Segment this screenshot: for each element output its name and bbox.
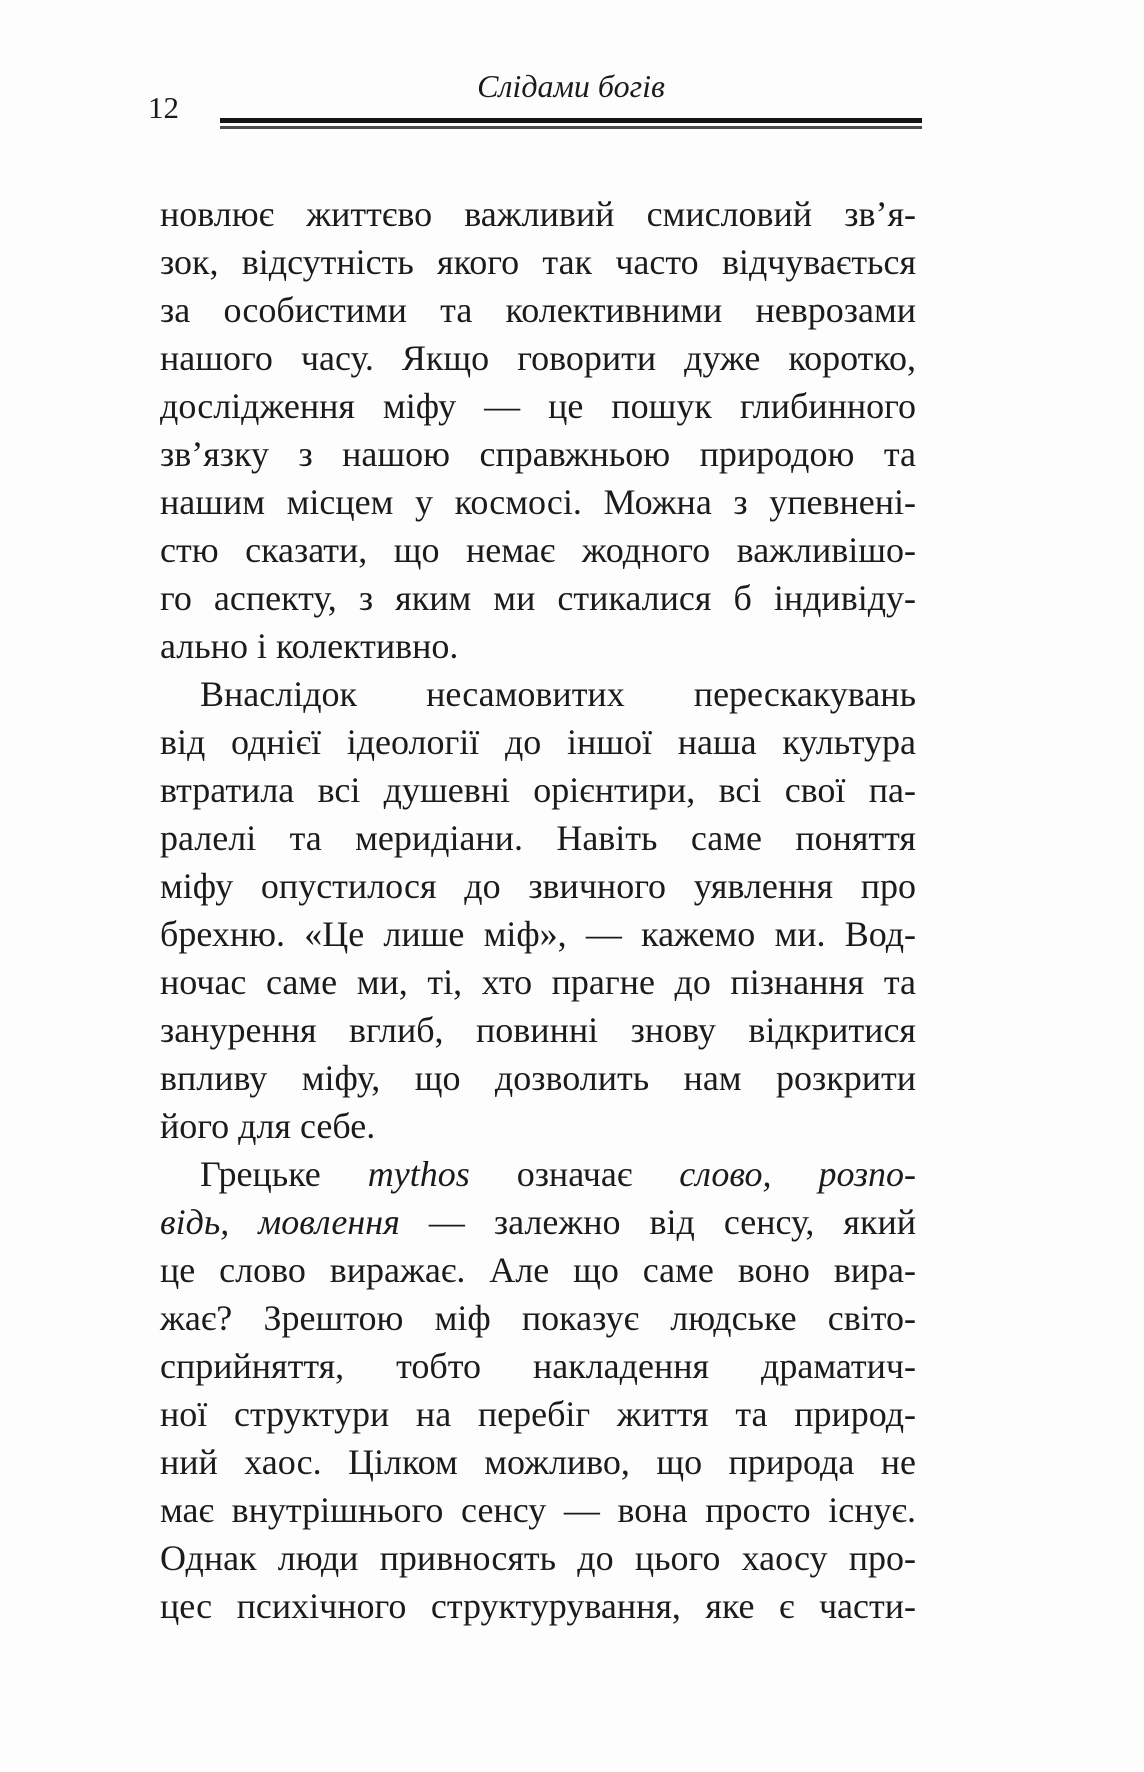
text-line — [160, 1486, 916, 1534]
paragraph — [160, 670, 916, 1150]
text-line — [160, 1150, 916, 1198]
text-line — [160, 238, 916, 286]
text-segment: має внутрішнього сенсу — вона просто існує. — [160, 1490, 916, 1530]
text-segment: це слово виражає. Але що саме воно вира- — [160, 1250, 916, 1290]
text-line — [160, 814, 916, 862]
text-segment: від однієї ідеології до іншої наша культура — [160, 722, 916, 762]
text-line — [160, 1294, 916, 1342]
text-segment: ночас саме ми, ті, хто прагне до пізнання та — [160, 962, 916, 1002]
text-line — [160, 910, 916, 958]
text-segment: цес психічного структурування, яке є части- — [160, 1586, 916, 1626]
text-segment: Однак люди привносять до цього хаосу про- — [160, 1538, 916, 1578]
header-rule-top-line — [220, 118, 922, 123]
text-segment: нашого часу. Якщо говорити дуже коротко, — [160, 338, 916, 378]
text-line — [160, 1246, 916, 1294]
text-segment: ної структури на перебіг життя та природ- — [160, 1394, 916, 1434]
text-segment: занурення вглиб, повинні знову відкритися — [160, 1010, 916, 1050]
text-line — [160, 862, 916, 910]
text-line — [160, 670, 916, 718]
text-line — [160, 334, 916, 382]
text-line — [160, 958, 916, 1006]
text-segment: за особистими та колективними неврозами — [160, 290, 916, 330]
text-line — [160, 1342, 916, 1390]
text-segment: новлює життєво важливий смисловий зв’я- — [160, 194, 916, 234]
text-segment: втратила всі душевні орієнтири, всі свої па- — [160, 770, 916, 810]
text-line — [160, 1534, 916, 1582]
text-line — [160, 1102, 916, 1150]
text-line — [160, 1390, 916, 1438]
text-segment: дослідження міфу — це пошук глибинного — [160, 386, 916, 426]
paragraph — [160, 190, 916, 670]
text-segment: сприйняття, тобто накладення драматич- — [160, 1346, 916, 1386]
text-segment: зв’язку з нашою справжньою природою та — [160, 434, 916, 474]
italic-text: відь, мовлення — [160, 1202, 400, 1242]
text-block — [160, 190, 916, 1630]
text-line — [160, 1438, 916, 1486]
italic-text: mythos — [367, 1154, 470, 1194]
italic-text: слово, розпо- — [679, 1154, 917, 1194]
text-segment: ний хаос. Цілком можливо, що природа не — [160, 1442, 916, 1482]
text-line — [160, 1582, 916, 1630]
text-line — [160, 1198, 916, 1246]
text-line — [160, 718, 916, 766]
text-line — [160, 430, 916, 478]
text-segment: впливу міфу, що дозволить нам розкрити — [160, 1058, 916, 1098]
text-segment: нашим місцем у космосі. Можна з упевнені- — [160, 482, 916, 522]
text-line — [160, 478, 916, 526]
text-segment: го аспекту, з яким ми стикалися б індивіду- — [160, 578, 916, 618]
text-line — [160, 1006, 916, 1054]
text-segment: його для себе. — [160, 1106, 376, 1146]
text-line — [160, 622, 916, 670]
text-segment: жає? Зрештою міф показує людське світо- — [160, 1298, 916, 1338]
text-line — [160, 190, 916, 238]
header-rule — [220, 118, 922, 129]
text-segment: ально і колективно. — [160, 626, 459, 666]
text-segment: стю сказати, що немає жодного важливішо- — [160, 530, 916, 570]
page-number: 12 — [148, 90, 179, 125]
text-segment: міфу опустилося до звичного уявлення про — [160, 866, 916, 906]
text-line — [160, 382, 916, 430]
text-line — [160, 1054, 916, 1102]
text-line — [160, 286, 916, 334]
text-segment: Внаслідок несамовитих перескакувань — [200, 674, 916, 714]
text-segment: означає — [469, 1154, 680, 1194]
header-rule-bottom-line — [220, 126, 922, 129]
text-segment: ралелі та меридіани. Навіть саме поняття — [160, 818, 916, 858]
text-segment: зок, відсутність якого так часто відчувається — [160, 242, 916, 282]
text-segment: — залежно від сенсу, який — [399, 1202, 916, 1242]
text-segment: Грецьке — [200, 1154, 368, 1194]
text-line — [160, 574, 916, 622]
text-line — [160, 766, 916, 814]
text-segment: брехню. «Це лише міф», — кажемо ми. Вод- — [160, 914, 916, 954]
running-title: Слідами богів — [477, 68, 665, 104]
text-line — [160, 526, 916, 574]
paragraph — [160, 1150, 916, 1630]
